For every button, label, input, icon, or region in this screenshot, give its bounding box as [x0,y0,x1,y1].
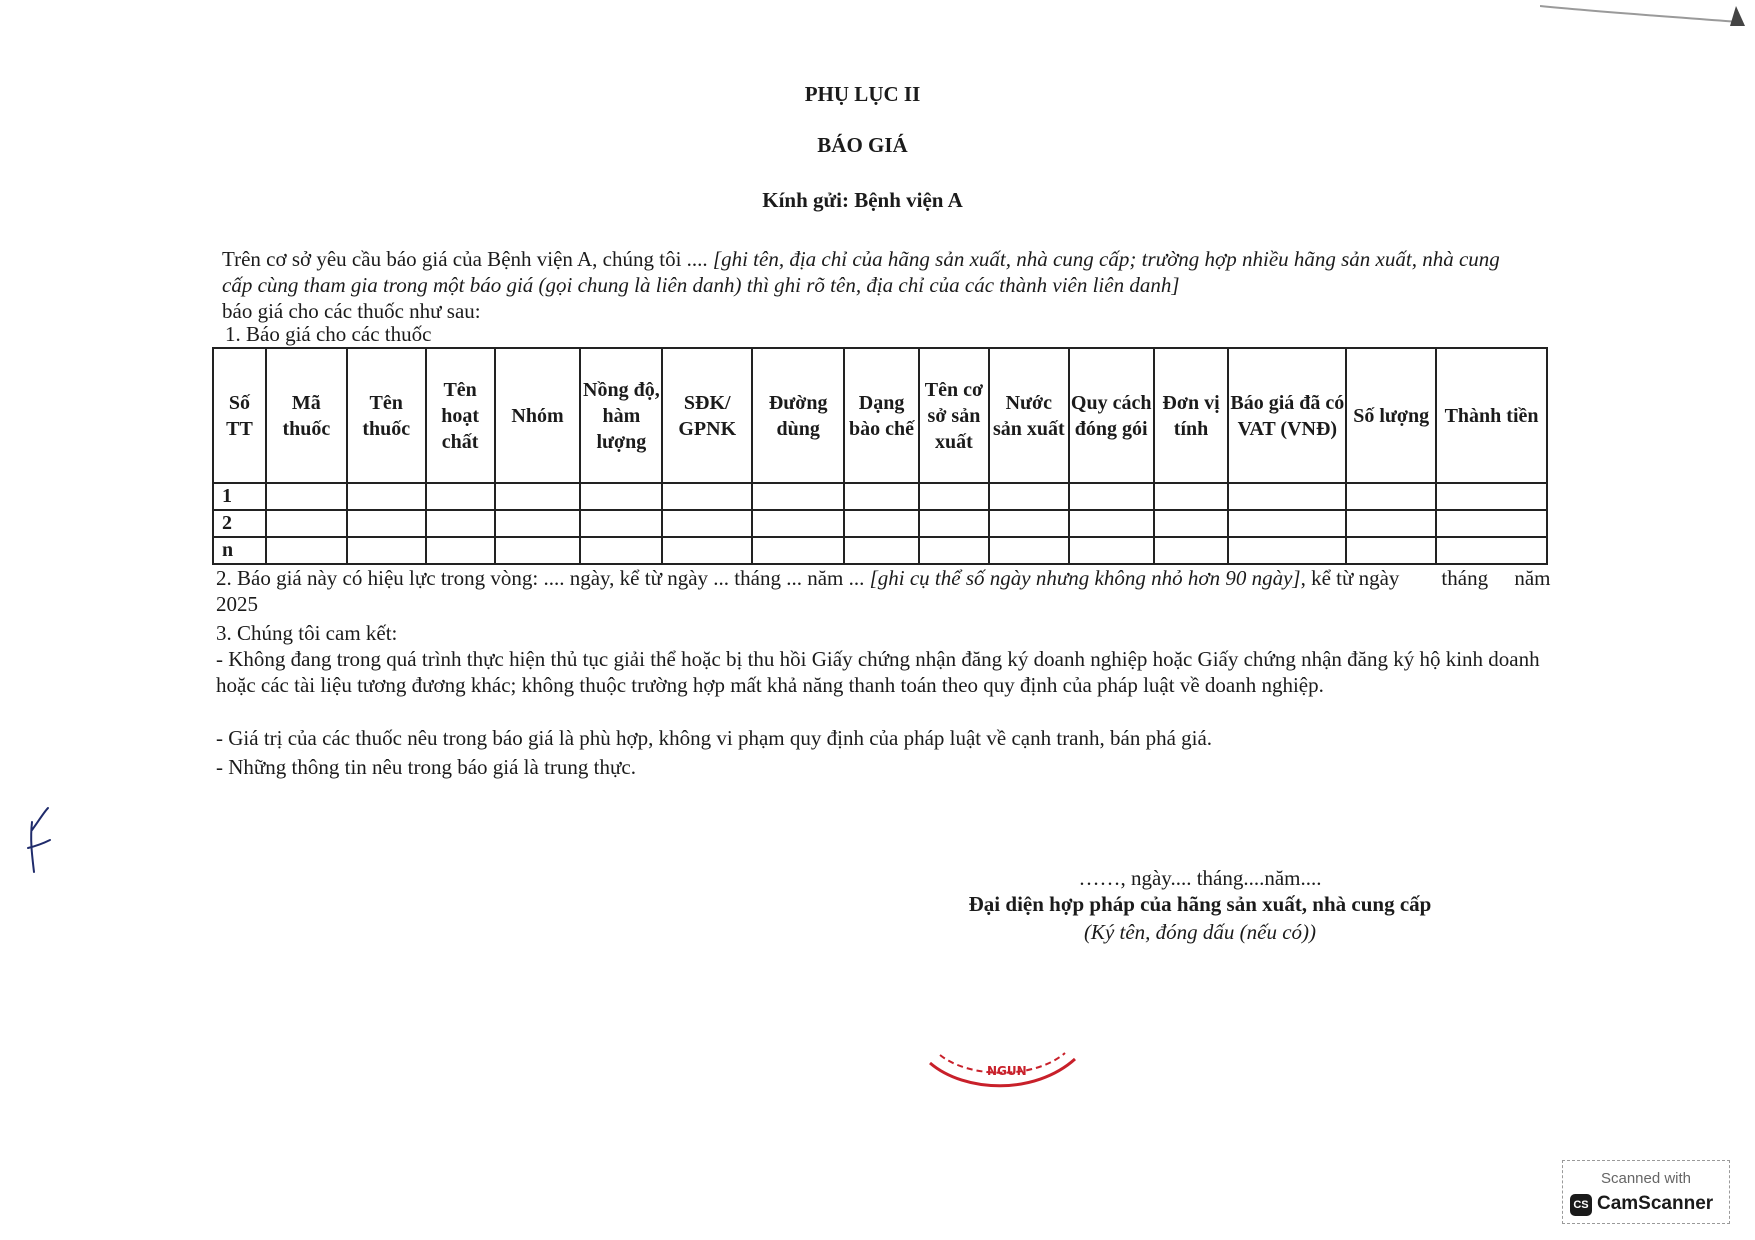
signature-date: ……, ngày.... tháng....năm.... [1078,866,1322,890]
col-header: Thành tiền [1436,348,1547,483]
col-header: Số lượng [1346,348,1436,483]
table-header-row [213,348,1547,483]
col-header: Nhóm [495,348,581,483]
col-header: Quy cách đóng gói [1069,348,1154,483]
watermark-brand: CamScanner [1597,1193,1714,1214]
col-header: SĐK/ GPNK [662,348,752,483]
recipient-line: Kính gửi: Bệnh viện A [762,188,963,212]
row-number: n [213,537,266,564]
commitment-item: - Không đang trong quá trình thực hiện thủ tục giải thể hoặc bị thu hồi Giấy chứng nhận đăng ký doanh nghiệp hoặc Giấy chứng nhận đăng ký hộ kinh doanh hoặc các tài liệu tương đương khác; không thuộc trường hợp mất khả năng thanh toán theo quy định của pháp luật về doanh nghiệp. [216,647,1540,697]
appendix-heading: PHỤ LỤC II [804,82,921,106]
table-row [213,510,1547,537]
camscanner-watermark [1562,1160,1730,1224]
intro-lead: Trên cơ sở yêu cầu báo giá của Bệnh viện A, chúng tôi .... [222,247,708,271]
table-row [213,483,1547,510]
validity-tail: , kể từ ngày tháng năm 2025 [216,566,1556,616]
document-title: BÁO GIÁ [817,133,908,157]
col-header: Số TT [213,348,266,483]
validity-paragraph [216,565,1556,617]
col-header: Tên thuốc [347,348,426,483]
section3-title: 3. Chúng tôi cam kết: [216,621,398,645]
quote-table [212,347,1548,565]
col-header: Tên cơ sở sản xuất [919,348,989,483]
col-header: Tên hoạt chất [426,348,495,483]
col-header: Báo giá đã có VAT (VNĐ) [1228,348,1346,483]
handwritten-initial [18,800,58,880]
watermark-label: Scanned with [1600,1170,1692,1187]
row-number: 2 [213,510,266,537]
validity-note: [ghi cụ thể số ngày nhưng không nhỏ hơn 90 ngày] [869,566,1301,590]
col-header: Nồng độ, hàm lượng [580,348,662,483]
signature-role: Đại diện hợp pháp của hãng sản xuất, nhà cung cấp [968,892,1432,916]
col-header: Nước sản xuất [989,348,1069,483]
intro-tail: báo giá cho các thuốc như sau: [222,299,481,323]
intro-paragraph [222,246,1532,324]
intro-note: [ghi tên, địa chỉ của hãng sản xuất, nhà cung cấp; trường hợp nhiều hãng sản xuất, nhà cung cấp cùng tham gia trong một báo giá (gọi chung là liên danh) thì ghi rõ tên, địa chỉ của các thành viên liên danh] [222,247,1500,297]
signature-note: (Ký tên, đóng dấu (nếu có)) [1083,920,1317,944]
col-header: Mã thuốc [266,348,347,483]
col-header: Dạng bào chế [844,348,919,483]
col-header: Đường dùng [752,348,844,483]
section1-title: 1. Báo giá cho các thuốc [225,322,432,346]
commitment-item: - Những thông tin nêu trong báo giá là trung thực. [216,755,636,779]
validity-lead: 2. Báo giá này có hiệu lực trong vòng: .... ngày, kể từ ngày ... tháng ... năm ... [216,566,865,590]
camscanner-logo-icon: CS [1570,1194,1592,1216]
scan-edge-mark [1540,0,1755,30]
commitment-item: - Giá trị của các thuốc nêu trong báo giá là phù hợp, không vi phạm quy định của pháp luật về cạnh tranh, bán phá giá. [216,726,1213,750]
col-header: Đơn vị tính [1154,348,1229,483]
row-number: 1 [213,483,266,510]
table-row [213,537,1547,564]
stamp-text: NGUN [987,1064,1027,1078]
company-stamp [925,1045,1085,1095]
